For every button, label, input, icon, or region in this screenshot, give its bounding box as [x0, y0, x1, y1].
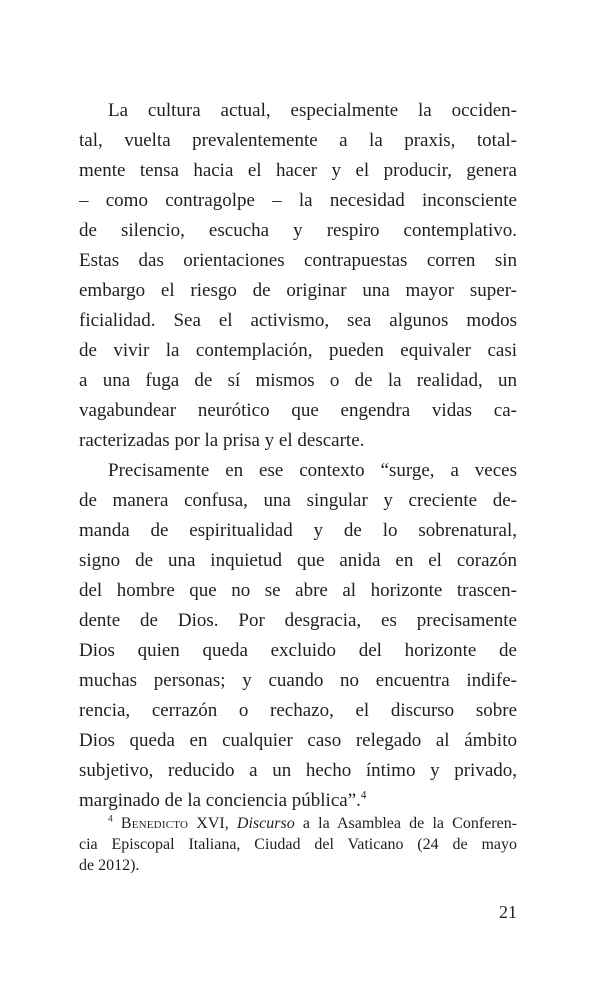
footnote — [79, 813, 517, 876]
text-line: Precisamente en ese contexto “surge, a veces — [108, 460, 517, 481]
last-line-text: marginado de la conciencia pública”. — [79, 790, 361, 811]
footnote-line: de 2012). — [79, 857, 140, 874]
footnote-text: a la Asamblea de la Conferen- — [302, 815, 518, 832]
footnote-line — [79, 813, 517, 834]
footnote-marker: 4 — [108, 814, 113, 825]
text-line: Estas das orientaciones contrapuestas corren sin — [79, 250, 517, 271]
footnote-work-title: Discurso — [236, 815, 295, 832]
text-line: Dios queda en cualquier caso relegado al ámbito — [79, 730, 517, 751]
text-line: de vivir la contemplación, pueden equivaler casi — [79, 340, 517, 361]
text-line — [79, 786, 517, 816]
text-line: tal, vuelta prevalentemente a la praxis, total- — [79, 130, 517, 151]
text-line: del hombre que no se abre al horizonte trascen- — [79, 580, 517, 601]
text-line: manda de espiritualidad y de lo sobrenatural, — [79, 520, 517, 541]
text-line: a una fuga de sí mismos o de la realidad, un — [79, 370, 517, 391]
text-line: racterizadas por la prisa y el descarte. — [79, 430, 365, 451]
text-line: ficialidad. Sea el activismo, sea algunos modos — [79, 310, 517, 331]
text-line: de silencio, escucha y respiro contemplativo. — [79, 220, 517, 241]
footnote-reference: 4 — [360, 789, 367, 802]
text-line: de manera confusa, una singular y creciente de- — [79, 490, 517, 511]
text-line: signo de una inquietud que anida en el corazón — [79, 550, 517, 571]
text-line: muchas personas; y cuando no encuentra indife- — [79, 670, 517, 691]
paragraph-1 — [79, 96, 517, 456]
text-line: rencia, cerrazón o rechazo, el discurso sobre — [79, 700, 517, 721]
text-line: – como contragolpe – la necesidad inconsciente — [79, 190, 517, 211]
body-text — [79, 96, 517, 816]
text-line: La cultura actual, especialmente la occiden- — [108, 100, 517, 121]
text-line: Dios quien queda excluido del horizonte de — [79, 640, 517, 661]
text-line: embargo el riesgo de originar una mayor super- — [79, 280, 517, 301]
page-number: 21 — [499, 902, 517, 922]
paragraph-2 — [79, 456, 517, 816]
footnote-author: Benedicto — [120, 815, 189, 832]
text-line: dente de Dios. Por desgracia, es precisamente — [79, 610, 517, 631]
text-line: mente tensa hacia el hacer y el producir, genera — [79, 160, 517, 181]
footnote-author-numeral: XVI, — [196, 815, 229, 832]
text-line: vagabundear neurótico que engendra vidas ca- — [79, 400, 517, 421]
text-line: subjetivo, reducido a un hecho íntimo y privado, — [79, 760, 517, 781]
footnote-line: cia Episcopal Italiana, Ciudad del Vaticano (24 de mayo — [79, 836, 517, 853]
